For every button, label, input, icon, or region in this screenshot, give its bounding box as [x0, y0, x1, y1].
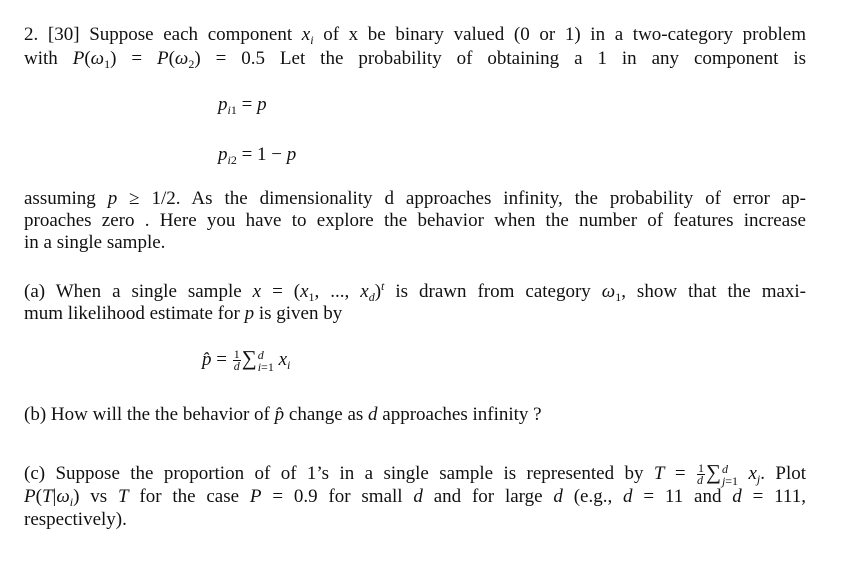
- fraction-one-over-d: $\frac{1}{d}$: [233, 347, 240, 374]
- assumption-line-1: assuming p ≥ 1/2. As the dimensionality d approaches infinity, the probability of error ap-: [24, 188, 807, 209]
- problem-intro-line-2: with $P(\omega_1) = P(\omega_2) = 0.5$ Let the probability of obtaining a 1 in any component is: [24, 48, 806, 71]
- problem-number: 2.: [24, 24, 39, 45]
- fraction-one-over-d-c: $\frac{1}{d}$: [696, 461, 704, 488]
- part-a-line-1: (a) When a single sample $x = (x_1$, ..., $x_d)^t$ is drawn from category $\omega_1$, show that the maxi-: [24, 279, 807, 304]
- problem-points: [30]: [47, 24, 80, 45]
- equation-pi2: $p_{i2} = 1 - p$: [218, 144, 297, 167]
- part-b-text: (b) How will the the behavior of p̂ change as d approaches infinity ?: [24, 404, 542, 425]
- problem-intro-line-1: 2. [30] Suppose each component $x_i$ of x be binary valued (0 or 1) in a two-category problem: [24, 24, 806, 47]
- assumption-line-3: in a single sample.: [24, 232, 166, 253]
- part-c-line-1: (c) Suppose the proportion of of 1’s in a single sample is represented by T = $\frac{1}{d}$ ∑ d j=1 $x_j$. Plot: [24, 460, 807, 488]
- assumption-line-2: proaches zero . Here you have to explore the behavior when the number of features increase: [24, 210, 806, 231]
- equation-p-hat: p̂ = $\frac{1}{d}$ ∑ d i=1 $x_i$: [202, 346, 291, 374]
- part-a-line-2: mum likelihood estimate for p is given by: [24, 303, 343, 324]
- part-c-line-3: respectively).: [24, 509, 127, 530]
- equation-pi1: $p_{i1} = p$: [218, 94, 267, 117]
- part-c-line-2: $P(T|\omega_i)$ vs T for the case P = 0.9 for small d and for large d (e.g., d = 11 and d = 111,: [24, 486, 806, 509]
